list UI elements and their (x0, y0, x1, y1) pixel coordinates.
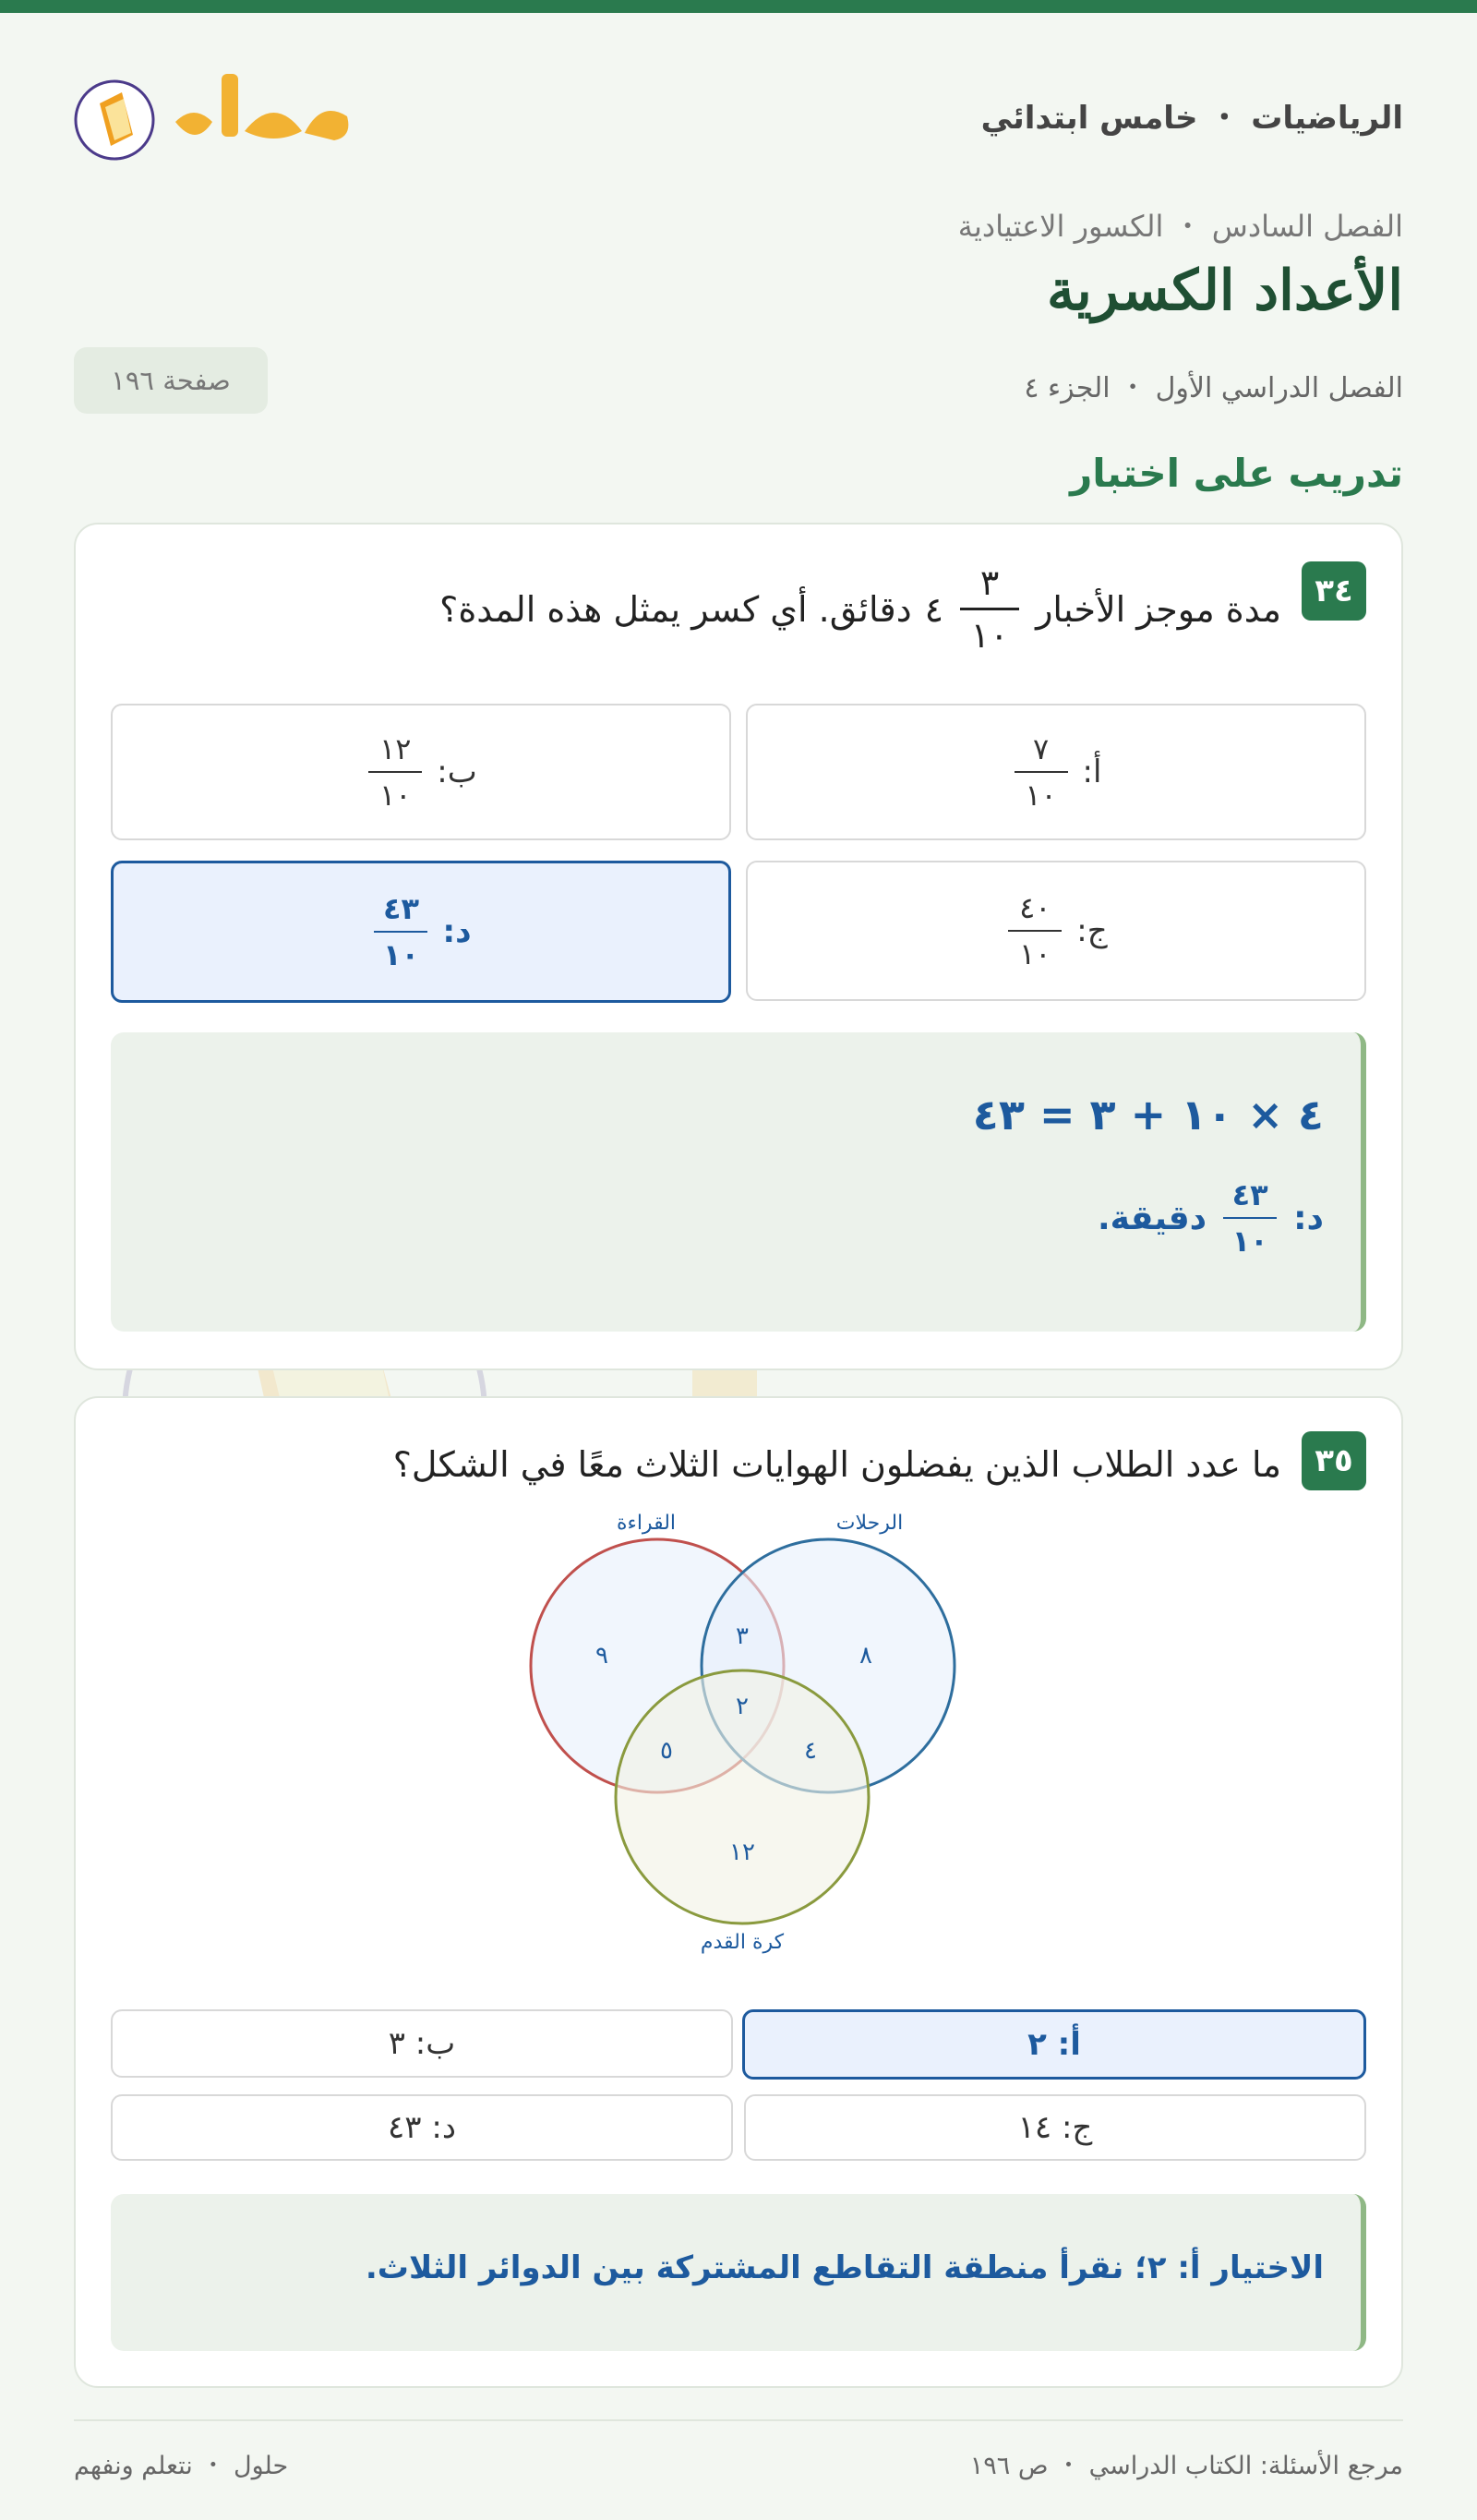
fraction-denominator: ١٠ (382, 937, 420, 972)
option-fraction (374, 891, 427, 972)
solution-label: د: (1293, 1199, 1324, 1237)
option-b[interactable]: ب: ٣ (111, 2009, 733, 2078)
subject-label: الرياضيات ・ خامس ابتدائي (980, 100, 1403, 137)
option-label: أ: (1082, 754, 1102, 790)
solution-unit: دقيقة. (1097, 1199, 1207, 1237)
question-card-34 (74, 523, 1403, 1370)
fraction-numerator: ٤٠ (1019, 890, 1051, 925)
question-fraction (960, 562, 1019, 656)
venn-label-trips: الرحلات (835, 1512, 904, 1535)
question-text (439, 562, 1281, 656)
fraction-numerator: ٧ (1032, 731, 1050, 766)
semester-label: الفصل الدراسي الأول ・ الجزء ٤ (1024, 372, 1403, 404)
venn-label-reading: القراءة (616, 1512, 677, 1535)
question-number-badge: ٣٥ (1302, 1431, 1366, 1490)
fraction-denominator: ١٠ (379, 778, 412, 813)
option-label: ب: (437, 754, 477, 790)
option-a[interactable] (746, 704, 1366, 840)
fraction-numerator: ١٢ (379, 731, 412, 766)
option-d[interactable]: د: ٤٣ (111, 2094, 733, 2161)
option-fraction (1015, 731, 1068, 813)
solution-box (111, 1032, 1366, 1332)
option-fraction (368, 731, 422, 813)
solution-box (111, 2194, 1366, 2351)
section-title: تدريب على اختبار (1070, 451, 1403, 496)
option-b[interactable] (111, 704, 731, 840)
page-title: الأعداد الكسرية (1046, 259, 1403, 323)
venn-value-reading-trips: ٣ (736, 1622, 749, 1650)
question-text-before: مدة موجز الأخبار (1036, 588, 1281, 630)
fraction-denominator: ١٠ (970, 615, 1009, 656)
option-c[interactable]: ج: ١٤ (744, 2094, 1366, 2161)
footer-tagline: حلول ・ نتعلم ونفهم (74, 2452, 289, 2480)
solution-text: الاختيار أ: ٢؛ نقرأ منطقة التقاطع المشتركة بين الدوائر الثلاث. (365, 2249, 1324, 2286)
footer-reference: مرجع الأسئلة: الكتاب الدراسي ・ ص ١٩٦ (969, 2452, 1403, 2480)
venn-value-all-three: ٢ (736, 1693, 749, 1720)
hulul-logo-icon (74, 55, 351, 175)
top-accent-bar (0, 0, 1477, 13)
question-number-badge: ٣٤ (1302, 561, 1366, 621)
footer-divider (74, 2419, 1403, 2421)
option-d-selected[interactable] (111, 861, 731, 1003)
venn-value-football-only: ١٢ (729, 1839, 755, 1866)
venn-label-football: كرة القدم (700, 1931, 785, 1954)
solution-answer (1097, 1177, 1324, 1259)
question-text-after: دقائق. أي كسر يمثل هذه المدة؟ (439, 588, 912, 630)
option-fraction (1008, 890, 1062, 971)
option-label: د: (442, 913, 472, 950)
question-whole-number: ٤ (924, 588, 944, 630)
solution-fraction (1223, 1177, 1277, 1259)
page-header (74, 55, 1403, 175)
venn-value-trips-only: ٨ (859, 1642, 872, 1670)
option-c[interactable] (746, 861, 1366, 1001)
question-card-35 (74, 1396, 1403, 2388)
chapter-label: الفصل السادس ・ الكسور الاعتيادية (957, 209, 1403, 244)
venn-value-trips-football: ٤ (804, 1737, 817, 1765)
question-text: ما عدد الطلاب الذين يفضلون الهوايات الثلاث معًا في الشكل؟ (392, 1444, 1281, 1485)
option-a-selected[interactable]: أ: ٢ (742, 2009, 1366, 2080)
venn-value-reading-only: ٩ (595, 1642, 608, 1670)
solution-equation: ٤ × ١٠ + ٣ = ٤٣ (972, 1090, 1324, 1139)
option-label: ج: (1076, 912, 1108, 949)
fraction-denominator: ١٠ (1025, 778, 1057, 813)
fraction-numerator: ٤٣ (1231, 1177, 1268, 1212)
venn-diagram (482, 1511, 999, 1972)
fraction-numerator: ٣ (979, 562, 1000, 603)
page-number-badge: صفحة ١٩٦ (74, 347, 268, 414)
venn-value-reading-football: ٥ (660, 1737, 673, 1765)
fraction-denominator: ١٠ (1231, 1224, 1268, 1259)
fraction-denominator: ١٠ (1019, 936, 1051, 971)
fraction-numerator: ٤٣ (382, 891, 420, 926)
